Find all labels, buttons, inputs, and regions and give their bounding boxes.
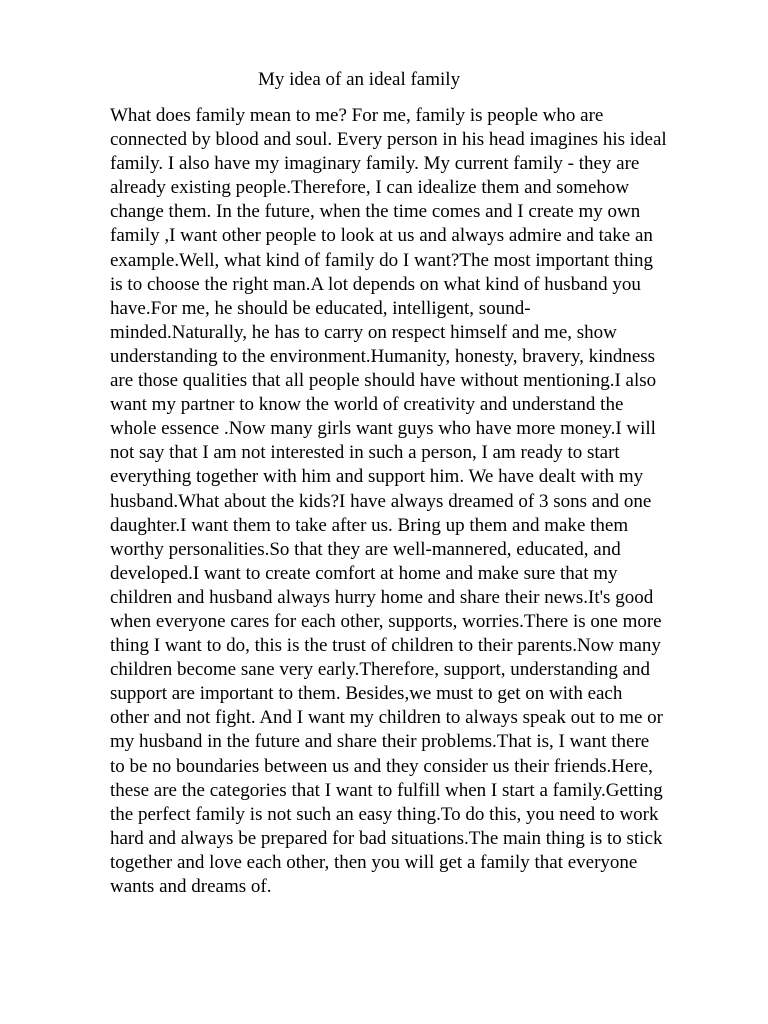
text-line: not say that I am not interested in such a person, I am ready to start [110,442,620,464]
text-line: are those qualities that all people should have without mentioning.I also [110,370,657,392]
document-title: My idea of an ideal family [258,69,461,90]
text-line: family. I also have my imaginary family. My current family - they are [110,153,640,175]
text-line: whole essence .Now many girls want guys who have more money.I will [110,418,656,440]
text-line: minded.Naturally, he has to carry on respect himself and me, show [110,321,617,343]
text-line: understanding to the environment.Humanity, honesty, bravery, kindness [110,345,656,367]
document-body [110,104,730,899]
text-line: connected by blood and soul. Every person in his head imagines his ideal [110,129,667,151]
text-line: example.Well, what kind of family do I want?The most important thing [110,249,654,271]
text-line: children become sane very early.Therefore, support, understanding and [110,659,651,681]
text-line: want my partner to know the world of creativity and understand the [110,394,624,416]
text-line: change them. In the future, when the time comes and I create my own [110,201,641,223]
text-line: developed.I want to create comfort at home and make sure that my [110,562,618,584]
text-line: together and love each other, then you will get a family that everyone [110,851,638,873]
text-line: What does family mean to me? For me, family is people who are [110,105,604,126]
text-line: when everyone cares for each other, supports, worries.There is one more [110,610,662,632]
text-line: daughter.I want them to take after us. Bring up them and make them [110,514,629,536]
text-line: other and not fight. And I want my children to always speak out to me or [110,707,663,729]
text-line: already existing people.Therefore, I can idealize them and somehow [110,177,630,199]
text-line: children and husband always hurry home and share their news.It's good [110,586,654,608]
text-line: is to choose the right man.A lot depends on what kind of husband you [110,273,641,295]
text-line: wants and dreams of. [110,876,272,897]
text-line: the perfect family is not such an easy thing.To do this, you need to work [110,803,659,825]
text-line: my husband in the future and share their problems.That is, I want there [110,731,650,753]
text-line: these are the categories that I want to fulfill when I start a family.Getting [110,779,663,801]
text-line: husband.What about the kids?I have always dreamed of 3 sons and one [110,490,652,512]
text-line: family ,I want other people to look at us and always admire and take an [110,225,653,247]
text-line: thing I want to do, this is the trust of children to their parents.Now many [110,635,661,657]
text-line: have.For me, he should be educated, intelligent, sound- [110,297,531,319]
text-line: support are important to them. Besides,we must to get on with each [110,683,623,705]
text-line: to be no boundaries between us and they consider us their friends.Here, [110,755,653,777]
text-line: hard and always be prepared for bad situations.The main thing is to stick [110,827,663,849]
text-line: worthy personalities.So that they are well-mannered, educated, and [110,538,621,560]
text-line: everything together with him and support him. We have dealt with my [110,466,644,488]
